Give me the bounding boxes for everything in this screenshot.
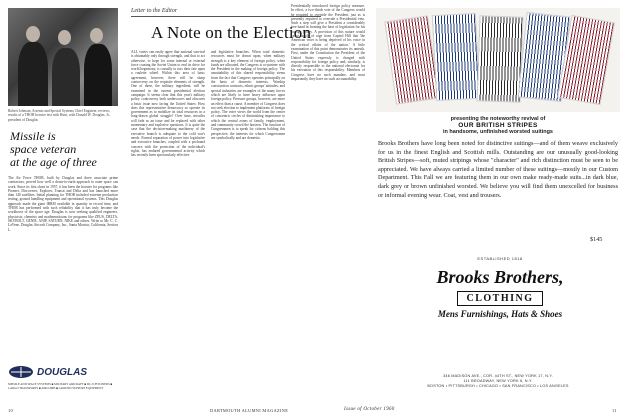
headline-line-3: at the age of three bbox=[10, 155, 97, 169]
engineer-photo bbox=[8, 8, 118, 106]
footer-magazine-name: DARTMOUTH ALUMNI MAGAZINE bbox=[210, 408, 289, 413]
photo-caption: Robert Johnson, Arsenio and Special Systems Chief Engineer, reviews results of a THOR booster test with Hunt, with Donald W. Douglas, Jr., president of Douglas bbox=[8, 109, 111, 122]
ad-price: $145 bbox=[590, 236, 603, 243]
headline-line-2: space veteran bbox=[10, 142, 77, 156]
douglas-tagline: MISSILE AND SPACE SYSTEMS ■ MILITARY AIRCRAFT ■ DC-8 JETLINERS ■ CARGO TRANSPORTS ■ AIRCOMB ■ GROUND SUPPORT EQUIPMENT bbox=[8, 382, 113, 390]
brooks-logo-block bbox=[425, 256, 575, 368]
address-line-2: 111 BROADWAY, NEW YORK 6, N.Y. bbox=[463, 379, 533, 383]
brooks-brand-name: Brooks Brothers, bbox=[436, 267, 564, 287]
footer-issue: Issue of October 1960 bbox=[344, 407, 395, 412]
ad-body: Brooks Brothers have long been noted for distinctive suitings—and of them weave exclusively for us in the finest English and Scottish mills. Outstanding are our unusually good-looking British Stripes—soft, muted stripings whose "character" and rich distinction must be seen to be appreciated. We have always carried a limited number of these suitings—mostly in our Custom Department. This Fall we are featuring them in our own make ready-made suits...in dark blue, dark grey or brown unfinished worsted. We believe you will find them unexcelled for business or informal evening wear. Coat, vest and trousers. bbox=[378, 140, 618, 199]
right-page-number: 11 bbox=[612, 408, 617, 413]
article-col-1: ALL voters can easily agree that national survival is obtainably only through strength, and that to act otherwise, to hope for some internal or external force causing the Soviet Union to end its drive for world hegemony, is casually to toss their fate upon a roulette wheel. Within this area of basic agreement, however, there will be sharp controversy on the requisite elements of strength. One of these, the military ingredient, will be examined in the current presidential election campaign. It seems clear that this year's military policy controversy both underscores and obscures a basic issue now facing the United States: How does this representative democracy so operate its government as to mobilize its total resources in a long-drawn global struggle? Over time, missiles will fade as an issue and be replaced with other momentary and explosive questions. It is quite the case that the decision-making machinery of the executive branch is adequate to the cold war's needs. Formal separation of power into legislative and executive branches, coupled with a profound concern with the protection of the individual's rights, has endured governmental activity which has recently been spectacularly effective. bbox=[131, 50, 205, 158]
douglas-wordmark: DOUGLAS bbox=[37, 366, 87, 378]
ad-tagline-2: OUR BRITISH STRIPES bbox=[458, 122, 538, 129]
address-line-1: 346 MADISON AVE., COR. 44TH ST., NEW YORK 17, N.Y. bbox=[443, 374, 553, 378]
brooks-furnishings-label: Mens Furnishings, Hats & Shoes bbox=[437, 309, 563, 319]
article-col-2: and legislative branches. When total domestic resources must be drawn upon, when military strength is a key element of foreign policy, when funds are allocated, the Congress is co-partner with the President in the making of foreign policy. The unsuitability of this shared responsibility stems from the fact that Congress operates principally on the basis of domestic interests. Warship construction contracts, ethnic groups' attitudes, and special industries are examples of the many forces which are likely to have heavy influence upon foreign policy. Pressure groups, however, are more an effect than a cause. A member of Congress does not seek election to implement platforms of foreign policy. The voter views the world from the center of concentric circles of diminishing importance to which the central zones of family, employment, and community crowd the horizon. The function of Congressmen is to speak for citizens holding this perspective; the interests for which Congressmen are symbolically and are domestic. bbox=[211, 50, 285, 140]
douglas-body-text: The Air Force THOR, built by Douglas and three associate prime contractors, proved how well a down-to-earth approach to outer space can work. Since its first shoot in 1957, it has been the booster for programs like Pioneer, Discoverer, Explorer, Transit and Delta and has launched more than 140 satellites. Initial planning for THOR included extreme production testing, ground handling equipment and operational systems. This Douglas approach made the giant IRBM available in quantity in record time, and THOR has performed with such reliability that it has truly become the workhorse of the space age. Douglas is now seeking qualified engineers, physicists, chemists and mathematicians for programs like ZEUS, DELTA, SKYBOLT, GENIE, ANIP, SATURN, NIKE and others. Write to Mr. C. C. LaVene, Douglas Aircraft Company, Inc., Santa Monica, California, Section L. bbox=[8, 176, 118, 232]
brooks-clothing-label: CLOTHING bbox=[457, 291, 542, 306]
headline-line-1: Missile is bbox=[10, 129, 56, 143]
article-title: A Note on the Election bbox=[151, 23, 312, 42]
left-page-number: 10 bbox=[8, 408, 13, 413]
ad-tagline bbox=[376, 116, 620, 135]
ad-address bbox=[376, 374, 620, 389]
article-kicker: Letter to the Editor bbox=[131, 8, 178, 14]
douglas-logo bbox=[8, 365, 118, 379]
ad-tagline-3: in handsome, unfinished worsted suitings bbox=[442, 129, 553, 135]
article-col-3: Presidentially introduced foreign policy measure. In effect, a two-thirds vote of the Congress would be required to override the President, just as is presently required to overrule a Presidential veto. Such a step will give a President a considerably free hand in forming the base of legislation for his foreign policy. A provision of this nature would cause howls of rage from Capitol Hill that 'the American voter is being deprived of his voice in the critical affairs of the nation.' A little examination of this point demonstrates its untruth. First, under the Constitution the President of the United States expressly is charged with responsibility for foreign policy and, similarly, is directly responsible to the national electorate for his execution of this responsibility. Members of Congress have no such mandate, and most importantly, they have no such accountability. bbox=[291, 4, 365, 82]
address-line-3: BOSTON • PITTSBURGH • CHICAGO • SAN FRANCISCO • LOS ANGELES bbox=[427, 384, 569, 388]
douglas-headline bbox=[10, 130, 120, 169]
established-label: ESTABLISHED 1818 bbox=[477, 256, 523, 261]
douglas-emblem-icon bbox=[8, 365, 34, 379]
shirts-photo bbox=[376, 8, 620, 112]
ad-tagline-1: presenting the noteworthy revival of bbox=[450, 116, 546, 122]
